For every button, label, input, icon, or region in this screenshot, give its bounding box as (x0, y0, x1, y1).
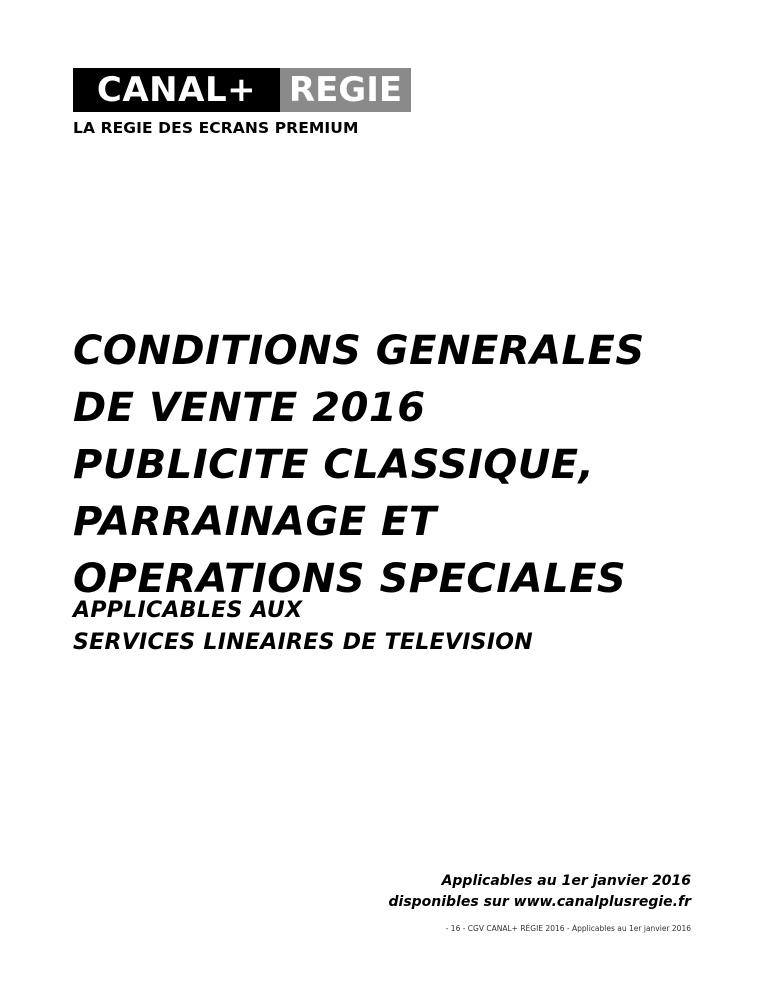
applicability-date: Applicables au 1er janvier 2016 (441, 873, 691, 889)
applicability-website: disponibles sur www.canalplusregie.fr (388, 894, 691, 910)
logo-tagline: LA REGIE DES ECRANS PREMIUM (73, 119, 359, 137)
title-line: CONDITIONS GENERALES (73, 328, 645, 374)
logo-canal-text: CANAL+ (73, 68, 280, 112)
title-line: PARRAINAGE ET (73, 499, 437, 545)
title-line: OPERATIONS SPECIALES (73, 556, 627, 602)
applicability-note (389, 871, 692, 913)
page-footer: - 16 - CGV CANAL+ RÉGIE 2016 - Applicables au 1er janvier 2016 (445, 924, 691, 933)
logo-bar (73, 68, 411, 112)
subtitle-line: SERVICES LINEAIRES DE TELEVISION (73, 630, 534, 655)
document-subtitle (73, 595, 713, 659)
canal-plus-regie-logo (73, 68, 411, 137)
document-title (73, 323, 713, 608)
logo-regie-text: REGIE (280, 68, 411, 112)
title-line: DE VENTE 2016 (73, 385, 426, 431)
title-line: PUBLICITE CLASSIQUE, (73, 442, 595, 488)
subtitle-line: APPLICABLES AUX (73, 598, 303, 623)
